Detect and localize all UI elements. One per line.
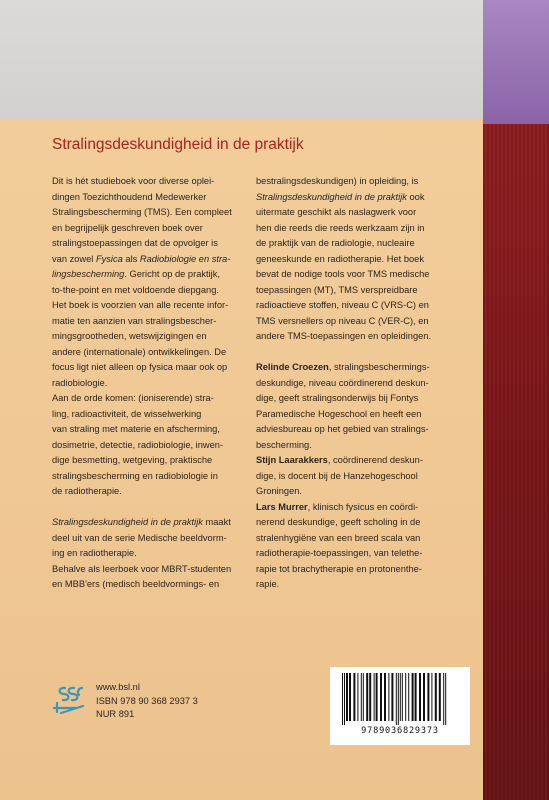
barcode-bar xyxy=(398,673,399,725)
text-run: , coördinerend deskun- xyxy=(327,455,423,465)
book-title-italic: lingsbescherming xyxy=(52,269,125,279)
intro-line xyxy=(52,267,258,283)
use-line: Behalve als leerboek voor MBRT-studenten xyxy=(52,563,232,574)
barcode-digits: 9789036829373 xyxy=(361,726,439,736)
author-bio-line: deskundige, niveau coördinerend deskun- xyxy=(256,377,429,388)
intro-line: mingsgrootheden, wetswijzigingen en xyxy=(52,331,207,341)
intro-line: matie ten aanzien van stralingsbescher- xyxy=(52,315,217,326)
author-bio-line: dige, is docent bij de Hanzehogeschool xyxy=(256,470,418,481)
author-bio-line: dige, geeft stralingsonderwijs bij Fontys xyxy=(256,393,419,403)
intro-line: radiobiologie. xyxy=(52,377,108,388)
author-bio-line: nerend deskundige, geeft scholing in de xyxy=(256,517,421,527)
use-line: radioactieve stoffen, niveau C (VRS-C) en xyxy=(256,300,429,310)
text-run: , stralingsbeschermings- xyxy=(328,362,430,372)
barcode-bar xyxy=(445,673,446,725)
intro-line: andere (internationale) ontwikkelingen. De xyxy=(52,346,227,357)
barcode-bar xyxy=(431,673,432,721)
book-title-italic: Stralingsdeskundigheid in de praktijk xyxy=(256,191,407,202)
barcode xyxy=(330,667,470,745)
text-run: van zowel xyxy=(52,253,96,264)
topics-line: van straling met materie en afscherming, xyxy=(52,424,220,434)
author-bio-line: stralenhygiëne van een breed scala van xyxy=(256,532,421,543)
barcode-bar xyxy=(349,673,351,721)
use-line: de praktijk van de radiologie, nucleaire xyxy=(256,238,415,248)
author-name: Lars Murrer xyxy=(256,501,308,512)
author-bio-line xyxy=(256,453,478,469)
series-line xyxy=(52,515,258,531)
barcode-bar xyxy=(342,673,343,725)
barcode-bar xyxy=(380,673,382,721)
barcode-bar xyxy=(423,673,425,721)
barcode-bar xyxy=(408,673,409,721)
topics-line: stralingsbescherming en radiobiologie in xyxy=(52,470,218,481)
side-strip-red xyxy=(483,124,549,800)
author-bio-line: radiotherapie-toepassingen, van telethe- xyxy=(256,548,423,558)
intro-line: focus ligt niet alleen op fysica maar ook op xyxy=(52,362,228,372)
use-line: uitermate geschikt als naslagwerk voor xyxy=(256,207,417,217)
barcode-bar xyxy=(427,673,429,721)
barcode-bar xyxy=(369,673,371,721)
barcode-bar xyxy=(344,673,345,725)
author-bio-line: bescherming. xyxy=(256,439,312,450)
author-bio-line: rapie tot brachytherapie en protonenthe- xyxy=(256,563,422,574)
intro-line: Stralingsbescherming (TMS). Een compleet xyxy=(52,207,232,217)
author-bio-line xyxy=(256,500,478,516)
logo-stroke xyxy=(69,688,78,700)
use-line: toepassingen (MT), TMS verspreidbare xyxy=(256,284,418,295)
text-run: , klinisch fysicus en coördi- xyxy=(307,501,419,512)
barcode-bar xyxy=(376,673,378,721)
barcode-bar xyxy=(435,673,437,721)
barcode-bar xyxy=(374,673,375,721)
book-title-italic: Stralingsdeskundigheid in de praktijk xyxy=(52,517,203,527)
use-line: bestralingsdeskundigen) in opleiding, is xyxy=(256,176,419,186)
author-bio-line: rapie. xyxy=(256,579,280,589)
use-line: en MBB'ers (medisch beeldvormings- en xyxy=(52,579,220,589)
barcode-bar xyxy=(443,673,444,725)
side-strip xyxy=(483,0,549,800)
paragraph-gap xyxy=(256,345,478,361)
text-run: als xyxy=(122,253,140,264)
right-column xyxy=(256,174,478,593)
barcode-bar xyxy=(400,673,401,721)
topics-line: ling, radioactiviteit, de wisselwerking xyxy=(52,408,202,419)
intro-line: stralingstoepassingen dat de opvolger is xyxy=(52,238,218,248)
author-bio-line xyxy=(256,360,478,376)
use-line: geneeskunde en radiotherapie. Het boek xyxy=(256,253,424,264)
author-bio-line: Paramedische Hogeschool en heeft een xyxy=(256,408,422,419)
barcode-icon xyxy=(338,673,462,725)
logo-stroke xyxy=(78,688,82,695)
topics-line: Aan de orde komen: (ioniserende) stra- xyxy=(52,393,214,403)
use-line: andere TMS-toepassingen en opleidingen. xyxy=(256,331,432,341)
top-band xyxy=(0,0,483,119)
barcode-bar xyxy=(412,673,414,721)
logo-stroke xyxy=(60,688,69,700)
text-run: maakt xyxy=(202,517,231,527)
book-title-italic: Fysica xyxy=(95,253,123,264)
barcode-bar xyxy=(366,673,368,721)
use-line: bevat de nodige tools voor TMS medische xyxy=(256,269,430,279)
barcode-bar xyxy=(415,673,417,721)
series-line: ing en radiotherapie. xyxy=(52,548,137,558)
book-title-italic: Radiobiologie en stra- xyxy=(139,253,231,264)
barcode-bar xyxy=(419,673,421,721)
author-bio-line: Groningen. xyxy=(256,486,302,496)
barcode-bar xyxy=(384,673,386,721)
intro-line: dingen Toezichthoudend Medewerker xyxy=(52,191,207,202)
intro-line: Dit is hét studieboek voor diverse oplei- xyxy=(52,176,215,186)
cover-title: Stralingsdeskundigheid in de praktijk xyxy=(52,136,304,153)
author-name: Stijn Laarakkers xyxy=(256,455,328,465)
series-line: deel uit van de serie Medische beeldvorm- xyxy=(52,532,227,543)
bsl-logo-icon xyxy=(52,682,88,718)
use-line: hen die reeds die reeds werkzaam zijn in xyxy=(256,222,425,233)
author-bio-line: adviesbureau op het gebied van stralings- xyxy=(256,424,429,434)
text-run: . Gericht op de praktijk, xyxy=(124,269,220,279)
barcode-bar xyxy=(346,673,348,721)
barcode-bar xyxy=(402,673,403,721)
isbn-label: ISBN 978 90 368 2937 3 xyxy=(96,695,198,706)
intro-line: en begrijpelijk geschreven boek over xyxy=(52,222,203,233)
barcode-bar xyxy=(439,673,441,721)
barcode-bar xyxy=(388,673,389,721)
barcode-bar xyxy=(357,673,358,721)
paragraph-gap xyxy=(52,500,258,516)
intro-line: Het boek is voorzien van alle recente infor- xyxy=(52,300,229,310)
left-column xyxy=(52,174,258,593)
topics-line: de radiotherapie. xyxy=(52,486,122,496)
barcode-bar xyxy=(353,673,355,721)
barcode-bar xyxy=(405,673,406,721)
publisher-info xyxy=(96,681,198,722)
intro-line xyxy=(52,252,258,268)
text-run: ook xyxy=(406,191,425,202)
side-strip-purple xyxy=(483,0,549,124)
barcode-bar xyxy=(396,673,397,725)
intro-line: to-the-point en met voldoende diepgang. xyxy=(52,284,219,295)
author-name: Relinde Croezen xyxy=(256,362,329,372)
nur-label: NUR 891 xyxy=(96,709,135,719)
use-line xyxy=(256,190,478,206)
barcode-bar xyxy=(391,673,393,721)
topics-line: dige besmetting, wetgeving, praktische xyxy=(52,455,213,465)
barcode-bar xyxy=(361,673,362,721)
publisher-website: www.bsl.nl xyxy=(96,682,140,692)
barcode-bar xyxy=(363,673,364,721)
topics-line: dosimetrie, detectie, radiobiologie, inwen- xyxy=(52,439,224,450)
use-line: TMS versnellers op niveau C (VER-C), en xyxy=(256,315,429,326)
